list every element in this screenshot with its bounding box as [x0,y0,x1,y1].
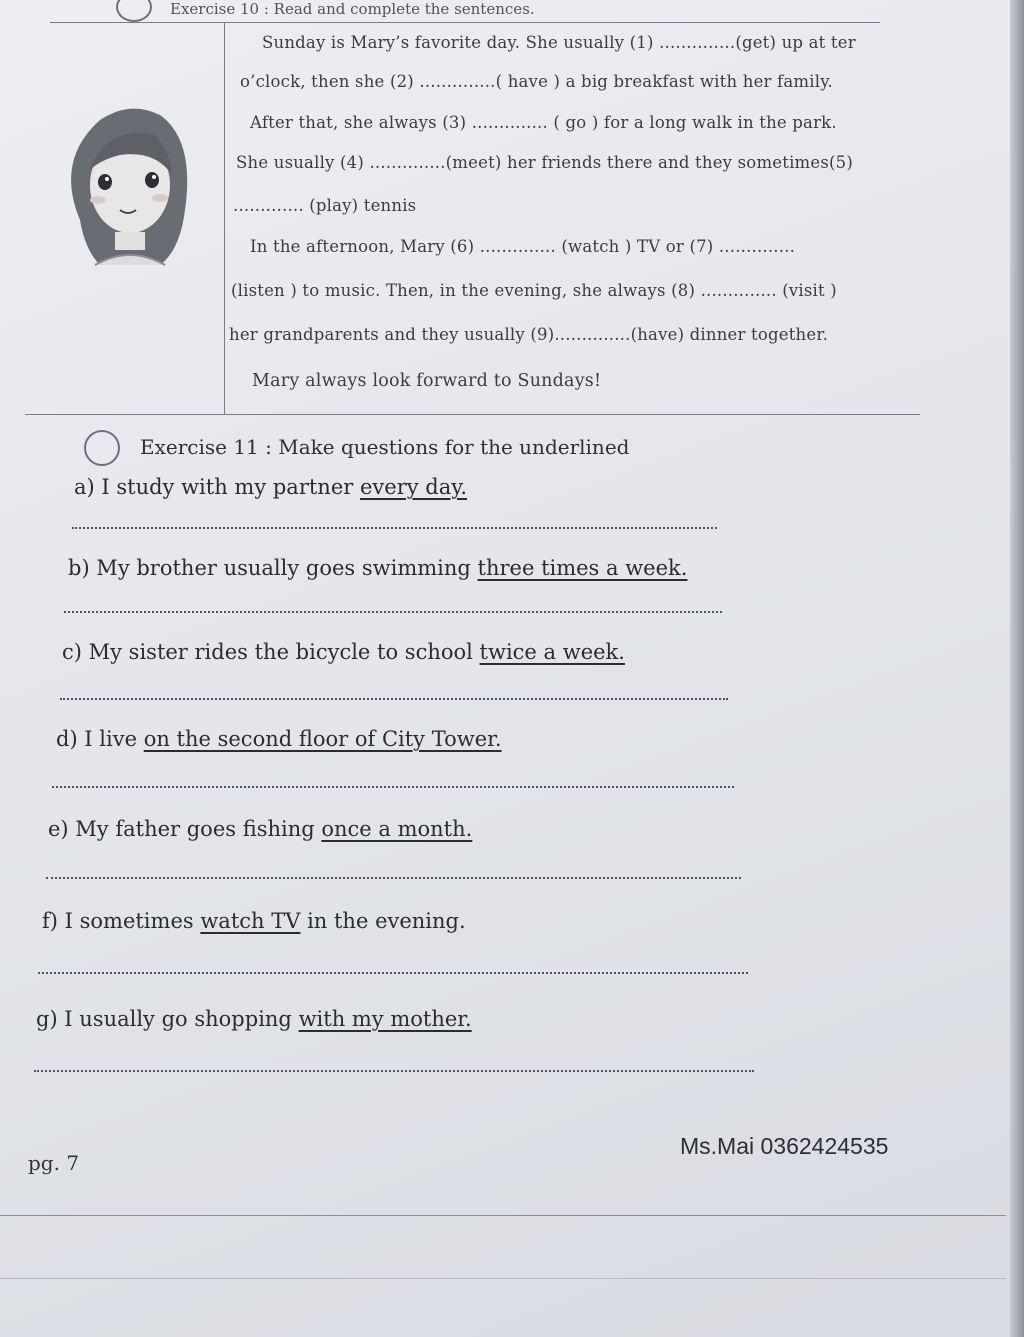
apple-bullet-icon [84,430,120,466]
circle-bullet-icon [116,0,152,22]
exercise-10-top-border [50,22,880,23]
question-b: b) My brother usually goes swimming three times a week. [68,556,688,580]
question-a: a) I study with my partner every day. [74,475,467,499]
exercise-10-divider [224,22,225,414]
answer-line-c[interactable] [60,698,728,700]
question-c: c) My sister rides the bicycle to school twice a week. [62,640,625,664]
question-d: d) I live on the second floor of City Tower. [56,727,502,751]
passage-line-1: Sunday is Mary’s favorite day. She usually (1) ..............(get) up at ter [262,33,856,52]
page-number: pg. 7 [28,1151,80,1175]
exercise-10-bottom-border [25,414,920,415]
teacher-contact: Ms.Mai 0362424535 [680,1133,889,1159]
girl-illustration [60,100,195,275]
passage-line-7: (listen ) to music. Then, in the evening, she always (8) .............. (visit ) [231,281,837,300]
exercise-10-title: Exercise 10 : Read and complete the sentences. [170,0,535,18]
answer-line-b[interactable] [64,611,722,613]
passage-line-2: o’clock, then she (2) ..............( have ) a big breakfast with her family. [240,72,833,91]
footer-rule [0,1215,1006,1216]
passage-line-5: ............. (play) tennis [233,196,417,215]
passage-line-6: In the afternoon, Mary (6) .............. (watch ) TV or (7) .............. [250,237,796,256]
answer-line-g[interactable] [34,1070,754,1072]
answer-line-d[interactable] [52,786,734,788]
answer-line-e[interactable] [46,877,741,879]
exercise-11-title: Exercise 11 : Make questions for the underlined [140,435,630,459]
passage-line-8: her grandparents and they usually (9)..............(have) dinner together. [229,325,829,344]
passage-line-3: After that, she always (3) .............. ( go ) for a long walk in the park. [250,113,837,132]
answer-line-a[interactable] [72,527,717,529]
passage-line-9: Mary always look forward to Sundays! [252,371,602,391]
question-g: g) I usually go shopping with my mother. [36,1007,472,1031]
question-f: f) I sometimes watch TV in the evening. [42,909,466,933]
answer-line-f[interactable] [38,972,748,974]
question-e: e) My father goes fishing once a month. [48,817,473,841]
passage-line-4: She usually (4) ..............(meet) her friends there and they sometimes(5) [236,153,854,172]
page-edge-shadow [1010,0,1024,1337]
page-bottom-edge [0,1278,1006,1279]
